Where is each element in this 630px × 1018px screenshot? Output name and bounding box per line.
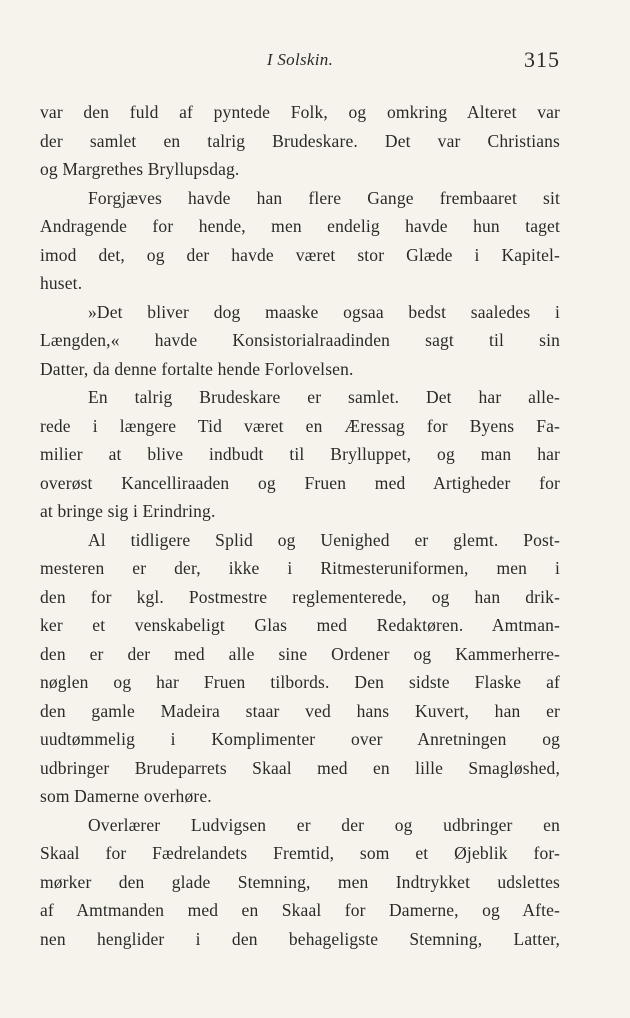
text-line: den for kgl. Postmestre reglementerede, og han drik- xyxy=(40,586,560,607)
text-line: uudtømmelig i Komplimenter over Anretningen og xyxy=(40,729,560,749)
text-line: Skaal for Fædrelandets Fremtid, som et Øjeblik for- xyxy=(40,843,560,863)
paragraph xyxy=(40,184,560,298)
text-line: af Amtmanden med en Skaal for Damerne, og Afte- xyxy=(40,900,560,920)
text-line: nen henglider i den behageligste Stemning, Latter, xyxy=(40,928,560,949)
text-line: den er der med alle sine Ordener og Kammerherre- xyxy=(40,643,560,664)
text-line: Overlærer Ludvigsen er der og udbringer en xyxy=(88,814,560,835)
paragraph xyxy=(40,383,560,526)
text-line: overøst Kancelliraaden og Fruen med Artigheder for xyxy=(40,472,560,493)
text-line: var den fuld af pyntede Folk, og omkring Alteret var xyxy=(40,102,560,122)
text-line: ker et venskabeligt Glas med Redaktøren. Amtman- xyxy=(40,615,560,635)
text-line: udbringer Brudeparrets Skaal med en lille Smagløshed, xyxy=(40,757,560,778)
paragraph xyxy=(40,811,560,954)
text-line: Al tidligere Splid og Uenighed er glemt. Post- xyxy=(88,529,560,550)
text-line: nøglen og har Fruen tilbords. Den sidste Flaske af xyxy=(40,672,560,692)
text-line: Længden,« havde Konsistorialraadinden sagt til sin xyxy=(40,330,560,350)
running-head xyxy=(40,47,560,76)
page-number: 315 xyxy=(524,47,560,72)
paragraph xyxy=(40,98,560,184)
paragraph xyxy=(40,526,560,811)
paragraph xyxy=(40,298,560,384)
text-line: Forgjæves havde han flere Gange frembaaret sit xyxy=(88,187,560,208)
text-line: Andragende for hende, men endelig havde hun taget xyxy=(40,216,560,236)
running-title: I Solskin. xyxy=(266,50,334,69)
text-line: milier at blive indbudt til Brylluppet, og man har xyxy=(40,444,560,464)
text-line: den gamle Madeira staar ved hans Kuvert, han er xyxy=(40,700,560,721)
text-line: »Det bliver dog maaske ogsaa bedst saaledes i xyxy=(88,301,560,322)
text-line: at bringe sig i Erindring. xyxy=(40,501,216,521)
text-line: En talrig Brudeskare er samlet. Det har alle- xyxy=(88,387,560,407)
text-line: huset. xyxy=(40,273,83,293)
text-line: imod det, og der havde været stor Glæde i Kapitel- xyxy=(40,244,560,265)
body-text xyxy=(40,98,560,953)
text-line: rede i længere Tid været en Æressag for Byens Fa- xyxy=(40,415,560,436)
text-line: og Margrethes Bryllupsdag. xyxy=(40,159,240,179)
text-line: som Damerne overhøre. xyxy=(40,786,212,806)
text-line: Datter, da denne fortalte hende Forlovelsen. xyxy=(40,358,354,379)
text-line: mørker den glade Stemning, men Indtrykket udslettes xyxy=(40,871,560,892)
text-line: mesteren er der, ikke i Ritmesteruniformen, men i xyxy=(40,558,560,578)
text-line: der samlet en talrig Brudeskare. Det var Christians xyxy=(40,130,560,151)
